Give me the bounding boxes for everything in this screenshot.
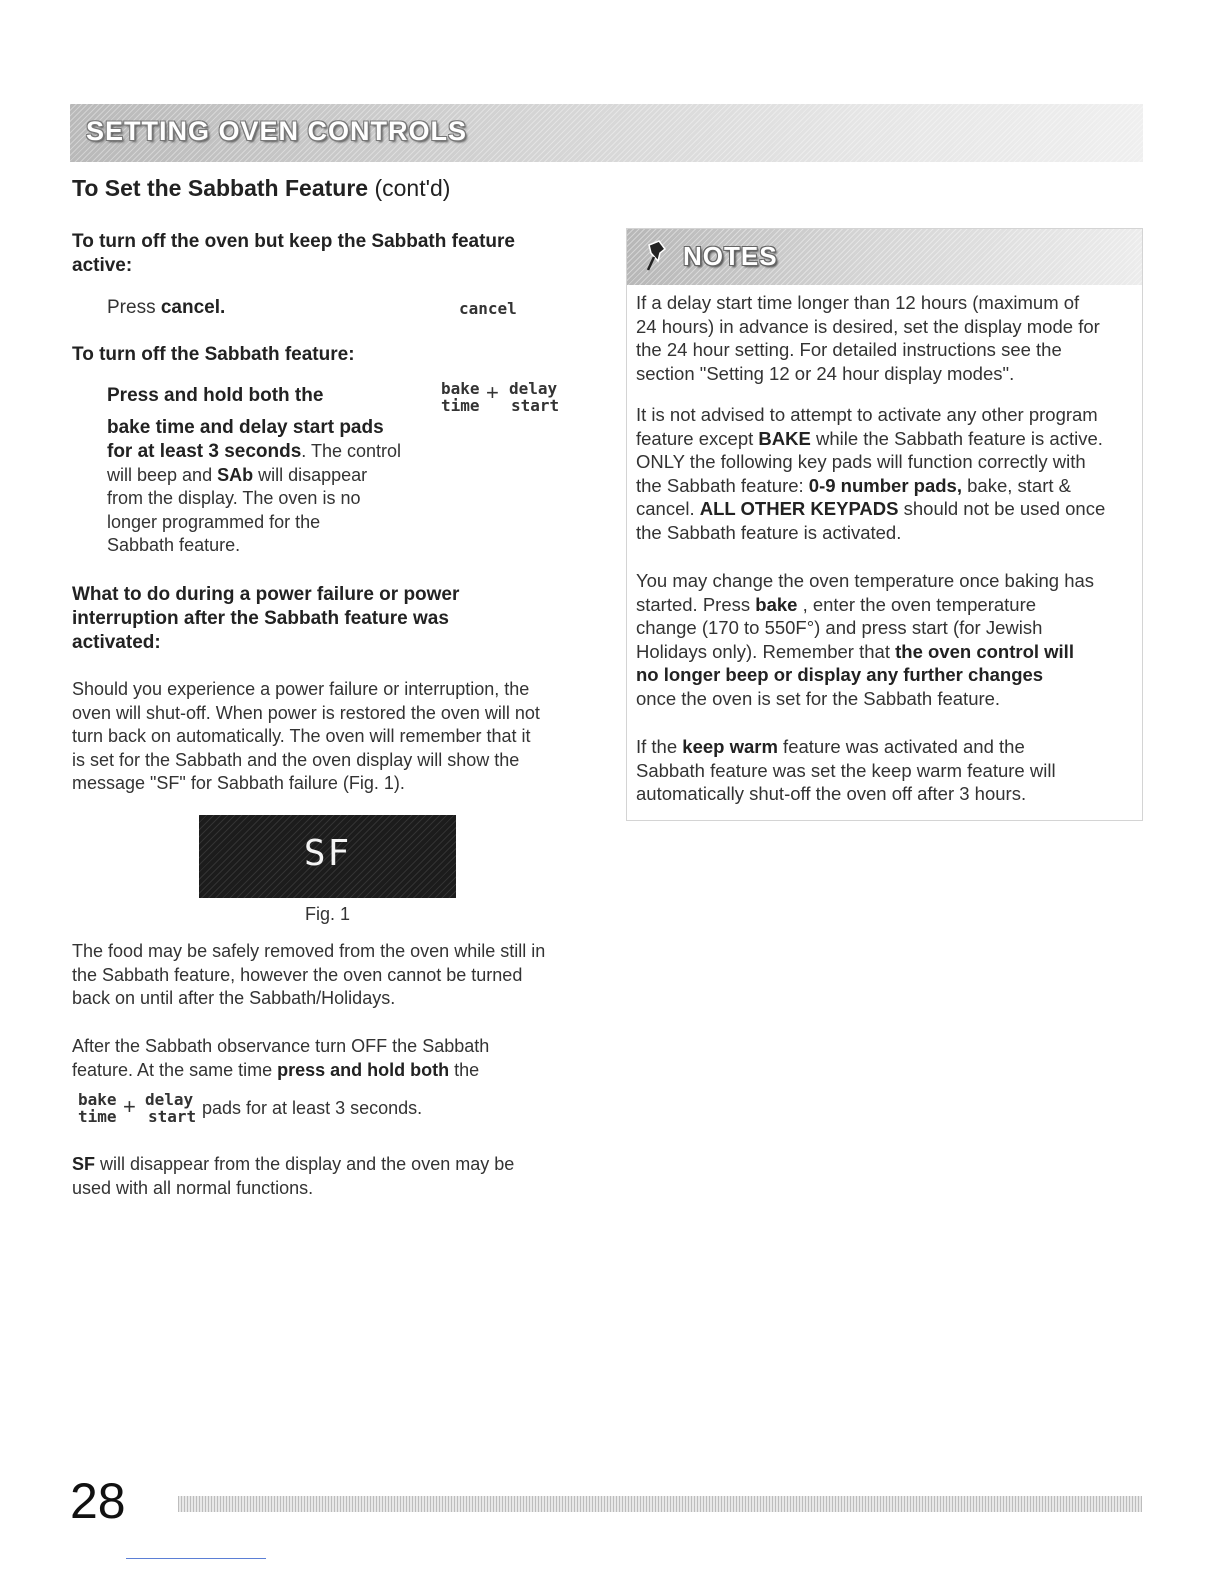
delay-start-key-2: delay start	[145, 1090, 197, 1126]
display-readout: SF	[303, 833, 352, 874]
note-delay-start: If a delay start time longer than 12 hours (maximum of 24 hours) in advance is desired, set the display mode for the 24 hour setting. For detailed instructions see the section "Setting 12 or 24 hour display modes".	[636, 292, 1100, 384]
bottom-divider	[126, 1558, 266, 1559]
bake-time-key: bake time	[441, 379, 480, 415]
oven-display-figure	[199, 815, 456, 898]
footer-bar	[178, 1496, 1142, 1512]
bake-delay-pads-line: bake time and delay start pads	[107, 417, 384, 438]
page-number: 28	[70, 1473, 126, 1529]
press-cancel-text: Press cancel.	[107, 297, 226, 318]
power-failure-paragraph: Should you experience a power failure or interruption, the oven will shut-off. When power is restored the oven will not turn back on automatically. The oven will remember that it is set for the Sabbath and the oven display will show the message "SF" for Sabbath failure (Fig. 1).	[72, 679, 540, 794]
figure-caption: Fig. 1	[305, 904, 351, 924]
banner-title: SETTING OVEN CONTROLS	[86, 116, 468, 146]
note-change-temperature: You may change the oven temperature once baking has started. Press bake , enter the oven temperature change (170 to 550F°) and press start (for Jewish Holidays only). Remember that the oven control will no longer beep or display any further changes once the oven is set for the Sabbath feature.	[636, 570, 1095, 709]
food-paragraph: The food may be safely removed from the oven while still in the Sabbath feature, however the oven cannot be turned back on until after the Sabbath/Holidays.	[72, 941, 546, 1009]
heading-turn-off-oven: To turn off the oven but keep the Sabbath feature active:	[72, 231, 516, 276]
after-sabbath-paragraph: After the Sabbath observance turn OFF the Sabbath feature. At the same time press and hold both the	[72, 1036, 490, 1080]
press-hold-line: Press and hold both the	[107, 385, 324, 406]
bake-time-key-2: bake time	[78, 1090, 117, 1126]
delay-start-key: delay start	[509, 379, 560, 415]
notes-box	[626, 228, 1143, 821]
note-other-program: It is not advised to attempt to activate any other program feature except BAKE while the Sabbath feature is active. ONLY the following key pads will function correctly with the Sabbath feature: 0-9 number pads, bake, start & cancel. ALL OTHER KEYPADS should not be used once the Sabbath feature is activated.	[636, 404, 1106, 543]
section-title-bold: To Set the Sabbath Feature	[72, 175, 369, 201]
heading-power-failure: What to do during a power failure or power interruption after the Sabbath feature was activated:	[72, 584, 460, 653]
section-title-normal: (cont'd)	[374, 175, 451, 201]
pushpin-icon	[645, 239, 669, 273]
section-banner	[70, 104, 1143, 162]
section-title	[72, 175, 450, 202]
note-keep-warm: If the keep warm feature was activated and the Sabbath feature was set the keep warm feature will automatically shut-off the oven off after 3 hours.	[636, 736, 1056, 805]
plus-sign: +	[486, 380, 499, 405]
turn-off-instructions: for at least 3 seconds. The control will beep and SAb will disappear from the display. The oven is no longer programmed for the Sabbath feature.	[107, 441, 402, 556]
pads-text: pads for at least 3 seconds.	[202, 1098, 423, 1118]
plus-sign-2: +	[123, 1094, 136, 1119]
sf-paragraph: SF will disappear from the display and the oven may be used with all normal functions.	[72, 1154, 515, 1198]
notes-header	[627, 229, 1142, 285]
cancel-key-label: cancel	[459, 299, 517, 318]
heading-turn-off-sabbath: To turn off the Sabbath feature:	[72, 344, 355, 365]
notes-title: NOTES	[683, 241, 778, 271]
